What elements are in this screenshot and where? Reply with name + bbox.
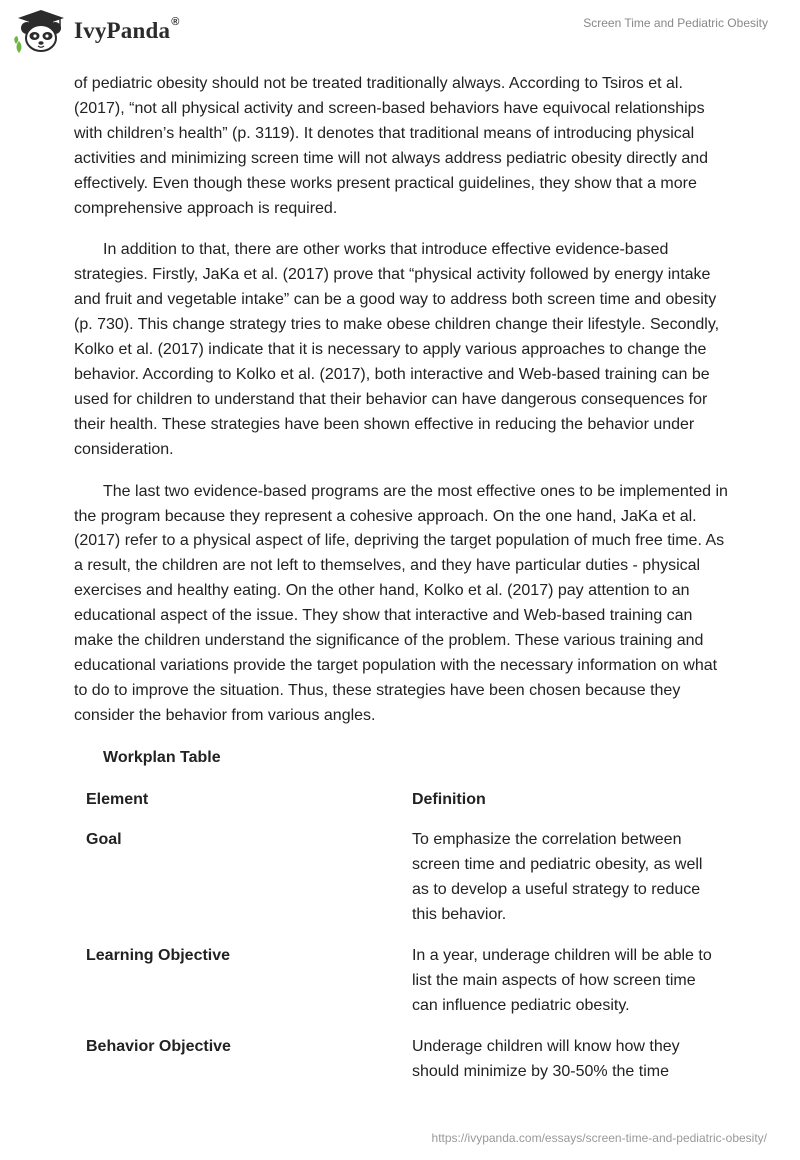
registered-mark: ® [171,16,180,28]
ivypanda-logo[interactable] [14,8,180,54]
table-row [74,944,734,1035]
paragraph-3: The last two evidence-based programs are the most effective ones to be implemented in the program because they represent a cohesive approach. On the one hand, JaKa et al. (2017) refer to a physical aspect of life, depriving the target population of much free time. As a result, the children are not left to themselves, and they have particular duties - physical exercises and healthy eating. On the other hand, Kolko et al. (2017) pay attention to an educational aspect of the issue. They show that interactive and Web-based training can make the children understand the significance of the problem. These various training and educational variations provide the target population with the necessary information on what to do to improve the situation. Thus, these strategies have been chosen because they consider the behavior from various angles. [74,482,728,724]
table-row [74,828,734,944]
header-definition: Definition [411,790,486,808]
table-header-row [74,788,734,829]
paragraph-1: of pediatric obesity should not be treated traditionally always. According to Tsiros et al. (2017), “not all physical activity and screen-based behaviors have equivocal relationships with children’s health” (p. 3119). It denotes that traditional means of introducing physical activities and minimizing screen time will not always address pediatric obesity directly and effectively. Even though these works present practical guidelines, they show that a more comprehensive approach is required. [74,75,709,217]
header-element: Element [86,790,149,808]
essay-body [74,72,730,1101]
row-element: Behavior Objective [86,1037,231,1055]
paragraph-2: In addition to that, there are other works that introduce effective evidence-based strategies. Firstly, JaKa et al. (2017) prove that “physical activity followed by energy intake and fruit and vegetable intake” can be a good way to address both screen time and obesity (p. 730). This change strategy tries to make obese children change their lifestyle. Secondly, Kolko et al. (2017) indicate that it is necessary to apply various approaches to change the behavior. According to Kolko et al. (2017), both interactive and Web-based training can be used for children to understand that their behavior can have dangerous consequences for their health. These strategies have been shown effective in reducing the behavior under consideration. [74,241,720,458]
table-row [74,1035,734,1101]
brand-name: IvyPanda® [74,16,180,43]
page-header [0,0,800,66]
row-element: Goal [86,831,122,849]
table-title: Workplan Table [103,748,221,766]
source-url-link[interactable]: https://ivypanda.com/essays/screen-time-and-pediatric-obesity/ [431,1131,767,1145]
document-title: Screen Time and Pediatric Obesity [583,16,768,30]
row-definition: To emphasize the correlation between screen time and pediatric obesity, as well as to develop a useful strategy to reduce this behavior. [411,831,703,924]
workplan-table [74,788,734,1101]
row-element: Learning Objective [86,947,231,965]
row-definition: In a year, underage children will be able to list the main aspects of how screen time can influence pediatric obesity. [411,947,712,1014]
panda-icon [14,8,68,54]
row-definition: Underage children will know how they should minimize by 30-50% the time [411,1037,680,1080]
